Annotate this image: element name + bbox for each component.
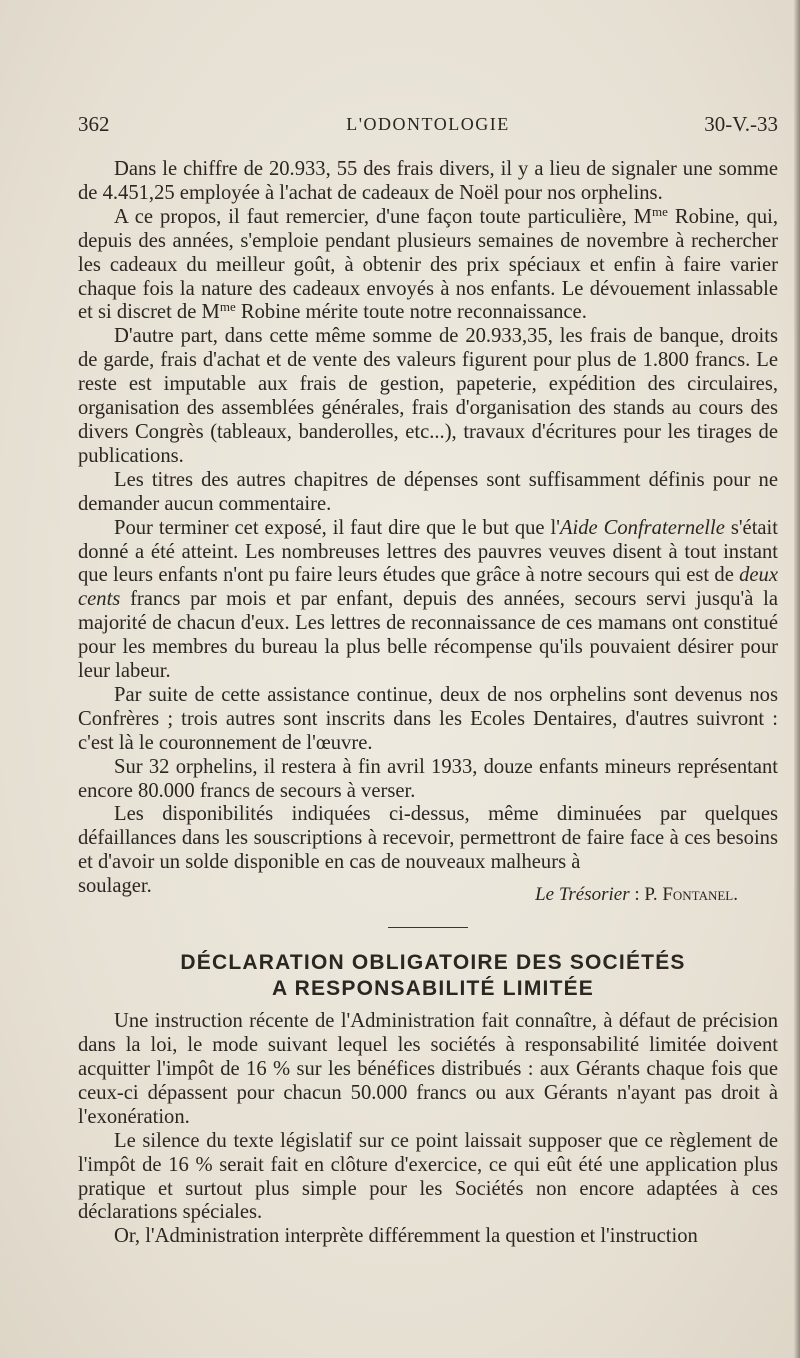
page-edge-shadow bbox=[794, 0, 800, 1358]
running-header bbox=[78, 112, 778, 142]
closing-word: soulager. bbox=[78, 875, 152, 898]
heading-line-2: A RESPONSABILITÉ LIMITÉE bbox=[271, 977, 595, 1001]
paragraph: Dans le chiffre de 20.933, 55 des frais divers, il y a lieu de signaler une somme de 4.451,25 employée à l'achat de cadeaux de Noël pour nos orphelins. bbox=[78, 158, 778, 204]
paragraph: Une instruction récente de l'Administration fait connaître, à défaut de précision dans la loi, le mode suivant lequel les sociétés à responsabilité limitée doivent acquitter l'impôt de 16 % sur les bénéfices distribués : aux Gérants chaque fois que ceux-ci dépassent pour chacun 50.000 francs ou aux Gérants n'ayant pas droit à l'exonération. bbox=[78, 1010, 778, 1128]
italic-amount: deux cents bbox=[78, 564, 778, 611]
section-divider bbox=[388, 927, 468, 928]
paragraph: Pour terminer cet exposé, il faut dire que le but que l'Aide Confraternelle s'était donné a été atteint. Les nombreuses lettres des pauvres veuves disent à tout instant que leurs enfants n'ont pu faire leurs études que grâce à notre secours qui est de deux cents francs par mois et par enfant, depuis des années, secours servi jusqu'à la majorité de chacun d'eux. Les lettres de reconnaissance de ces mamans ont constitué pour les membres du bureau la plus belle récompense qu'ils pouvaient désirer pour leur labeur. bbox=[78, 516, 779, 683]
issue-date: 30-V.-33 bbox=[704, 112, 778, 136]
paragraph: Par suite de cette assistance continue, deux de nos orphelins sont devenus nos Confrères ; trois autres sont inscrits dans les Ecoles Dentaires, d'autres suivront : c'est là le couronnement de l'œuvre. bbox=[78, 683, 778, 754]
paragraph: Sur 32 orphelins, il restera à fin avril 1933, douze enfants mineurs représentant encore 80.000 francs de secours à verser. bbox=[78, 755, 778, 802]
closing-line bbox=[78, 875, 778, 906]
paragraph: Le silence du texte législatif sur ce point laissait supposer que ce règlement de l'impôt de 16 % serait fait en clôture d'exercice, ce qui eût été une application plus pratique et surtout plus simple pour les Sociétés non encore adaptées à ces déclarations spéciales. bbox=[78, 1129, 778, 1224]
heading-line-1: DÉCLARATION OBLIGATOIRE DES SOCIÉTÉS bbox=[180, 951, 686, 975]
paragraph: Les disponibilités indiquées ci-dessus, même diminuées par quelques défaillances dans les souscriptions à recevoir, permettront de faire face à ces besoins et d'avoir un solde disponible en cas de nouveaux malheurs à bbox=[78, 803, 778, 874]
paragraph: Or, l'Administration interprète différemment la question et l'instruction bbox=[114, 1225, 698, 1248]
paragraph: D'autre part, dans cette même somme de 20.933,35, les frais de banque, droits de garde, frais d'achat et de vente des valeurs figurent pour plus de 1.800 francs. Le reste est imputable aux frais de gestion, papeterie, expédition des circulaires, organisation des assemblées générales, frais d'organisation des stands au cours des divers Congrès (tableaux, banderolles, etc...), travaux d'écritures pour les tirages de publications. bbox=[78, 325, 778, 467]
paragraph: Les titres des autres chapitres de dépenses sont suffisamment définis pour ne demander aucun commentaire. bbox=[78, 468, 778, 515]
page-number: 362 bbox=[78, 112, 110, 136]
article-heading bbox=[78, 950, 778, 1002]
italic-name: Aide Confraternelle bbox=[559, 516, 725, 539]
paragraph: A ce propos, il faut remercier, d'une façon toute particulière, $M^{me}$ Robine, qui, depuis des années, s'emploie pendant plusieurs semaines de novembre à rechercher les cadeaux du meilleur goût, à obtenir des prix spéciaux et enfin à faire varier chaque fois la nature des cadeaux envoyés à nos enfants. Le dévouement inlassable et si discret de $M^{me}$ Robine mérite toute notre reconnaissance. bbox=[78, 203, 778, 324]
signature: Le Trésorier : P. Fontanel. bbox=[535, 884, 738, 906]
journal-title: L'ODONTOLOGIE bbox=[346, 114, 510, 134]
page-body bbox=[78, 158, 778, 1249]
